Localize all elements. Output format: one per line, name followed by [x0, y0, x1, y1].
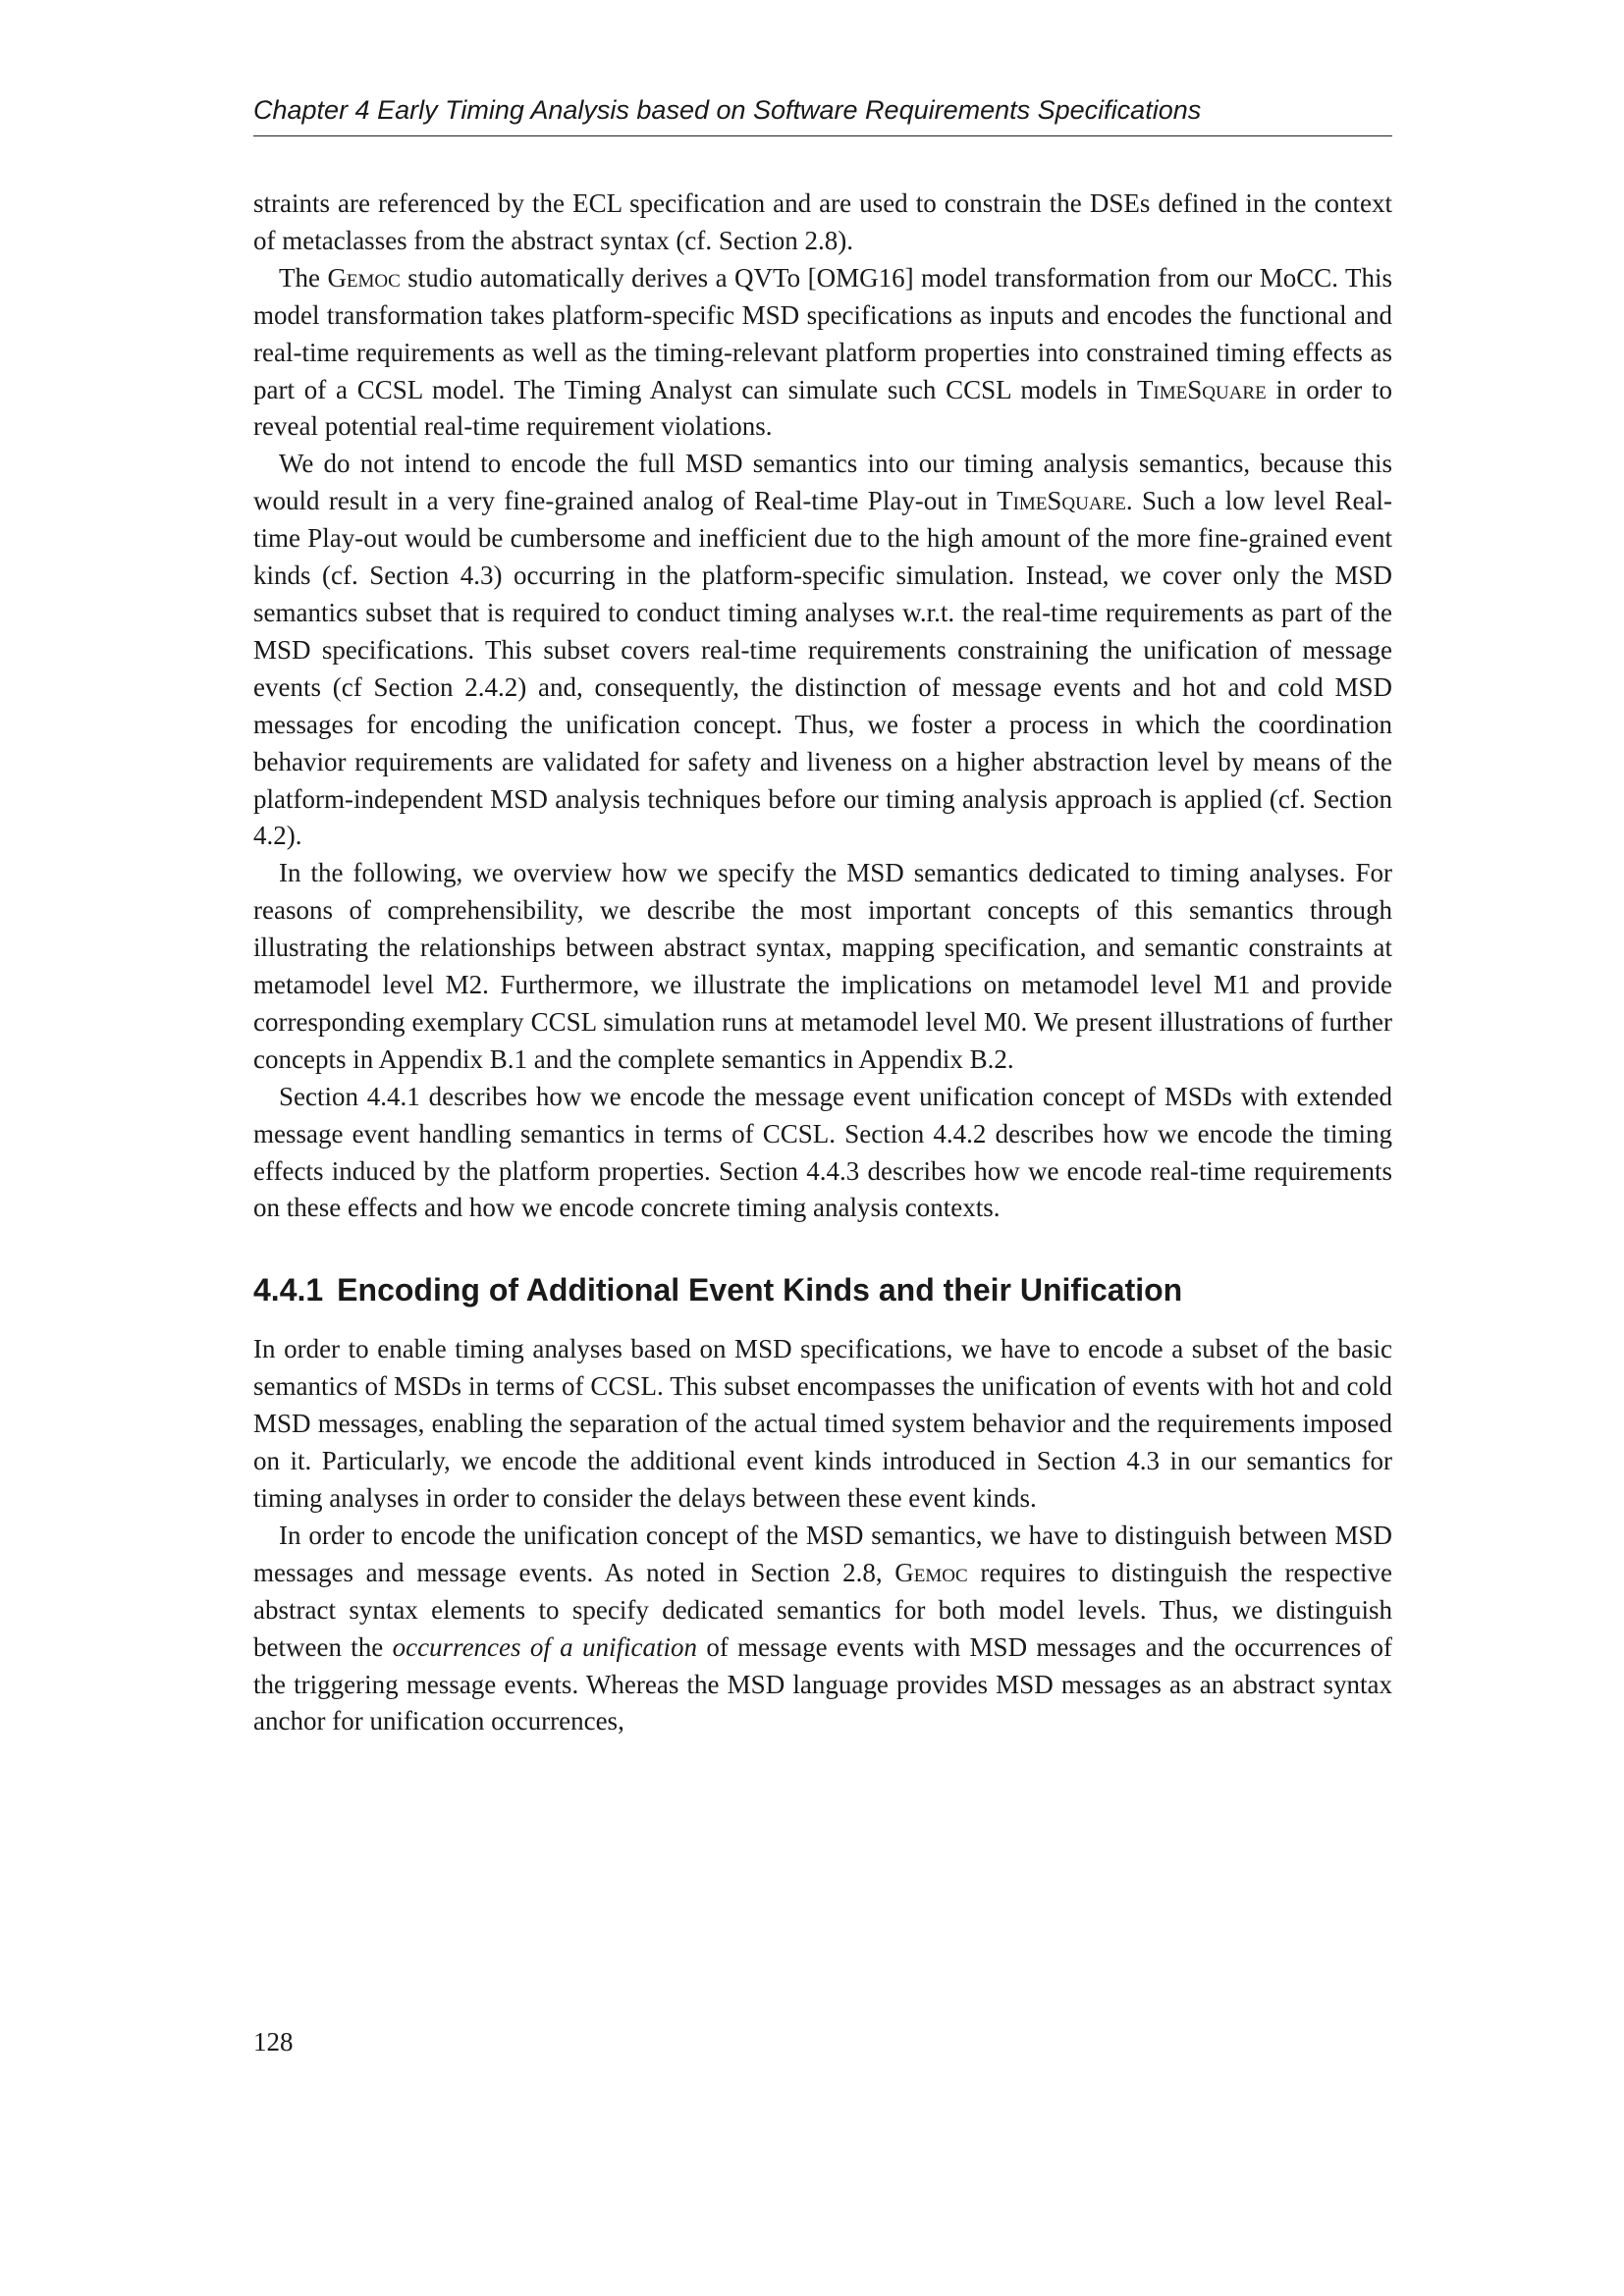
paragraph-3-text-b: . Such a low level Real-time Play-out would be cumbersome and inefficient due to the high amount of the more fine-grained event kinds (cf. Section 4.3) occurring in the platform-specific simulation. Instead, we cover only the MSD semantics subset that is required to conduct timing analyses w.r.t. the real-time requirements as part of the MSD specifications. This subset covers real-time requirements constraining the unification of message events (cf Section 2.4.2) and, consequently, the distinction of message events and hot and cold MSD messages for encoding the unification concept. Thus, we foster a process in which the coordination behavior requirements are validated for safety and liveness on a higher abstraction level by means of the platform-independent MSD analysis techniques before our timing analysis approach is applied (cf. Section 4.2).: [253, 486, 1392, 851]
paragraph-7-text-a: In order to encode the unification concept of the MSD semantics, we have to distinguish between MSD messages and message events. As noted in Section 2.8,: [253, 1520, 1392, 1587]
paragraph-5: [253, 1079, 1392, 1228]
timesquare-term: TimeSquare: [1136, 374, 1267, 404]
paragraph-2-text-b: studio automatically derives a QVTo [OMG16] model transformation from our MoCC. This model transformation takes platform-specific MSD specifications as inputs and encodes the functional and real-time requirements as well as the timing-relevant platform properties into constrained timing effects as part of a CCSL model. The Timing Analyst can simulate such CCSL models in: [253, 262, 1392, 404]
paragraph-7-text-b: requires to distinguish the respective abstract syntax elements to specify dedicated semantics for both model levels. Thus, we distinguish between the: [253, 1557, 1392, 1662]
section-number: 4.4.1: [253, 1272, 324, 1308]
paragraph-4-text: In the following, we overview how we specify the MSD semantics dedicated to timing analyses. For reasons of comprehensibility, we describe the most important concepts of this semantics through illustrating the relationships between abstract syntax, mapping specification, and semantic constraints at metamodel level M2. Furthermore, we illustrate the implications on metamodel level M1 and provide corresponding exemplary CCSL simulation runs at metamodel level M0. We present illustrations of further concepts in Appendix B.1 and the complete semantics in Appendix B.2.: [253, 858, 1392, 1074]
section-title: Encoding of Additional Event Kinds and their Unification: [337, 1272, 1183, 1308]
paragraph-2-text-a: The: [279, 262, 328, 293]
paragraph-7: [253, 1518, 1392, 1740]
paragraph-1: [253, 186, 1392, 260]
gemoc-term: Gemoc: [894, 1557, 968, 1587]
running-header: Chapter 4 Early Timing Analysis based on Software Requirements Specifications: [253, 90, 1392, 136]
paper-page: [253, 90, 1392, 1740]
section-heading: [253, 1268, 1392, 1311]
paragraph-3-text-a: We do not intend to encode the full MSD semantics into our timing analysis semantics, because this would result in a very fine-grained analog of Real-time Play-out in: [253, 449, 1392, 516]
gemoc-term: Gemoc: [327, 262, 401, 293]
paragraph-3: [253, 446, 1392, 855]
timesquare-term: TimeSquare: [997, 486, 1126, 516]
paragraph-7-text-c: of message events with MSD messages and the occurrences of the triggering message events. Whereas the MSD language provides MSD messages as an abstract syntax anchor for unification occurrences,: [253, 1631, 1393, 1736]
emphasis-unification: occurrences of a unification: [392, 1631, 697, 1662]
paragraph-6: [253, 1331, 1392, 1518]
page-number: 128: [253, 2027, 294, 2056]
paragraph-1-text: straints are referenced by the ECL specification and are used to constrain the DSEs defined in the context of metaclasses from the abstract syntax (cf. Section 2.8).: [253, 188, 1392, 255]
paragraph-4: [253, 855, 1392, 1078]
paragraph-5-text: Section 4.4.1 describes how we encode the message event unification concept of MSDs with extended message event handling semantics in terms of CCSL. Section 4.4.2 describes how we encode the timing effects induced by the platform properties. Section 4.4.3 describes how we encode real-time requirements on these effects and how we encode concrete timing analysis contexts.: [253, 1081, 1392, 1223]
paragraph-2-text-c: in order to reveal potential real-time requirement violations.: [253, 374, 1392, 442]
paragraph-6-text: In order to enable timing analyses based on MSD specifications, we have to encode a subset of the basic semantics of MSDs in terms of CCSL. This subset encompasses the unification of events with hot and cold MSD messages, enabling the separation of the actual timed system behavior and the requirements imposed on it. Particularly, we encode the additional event kinds introduced in Section 4.3 in our semantics for timing analyses in order to consider the delays between these event kinds.: [253, 1334, 1392, 1513]
paragraph-2: [253, 260, 1392, 447]
